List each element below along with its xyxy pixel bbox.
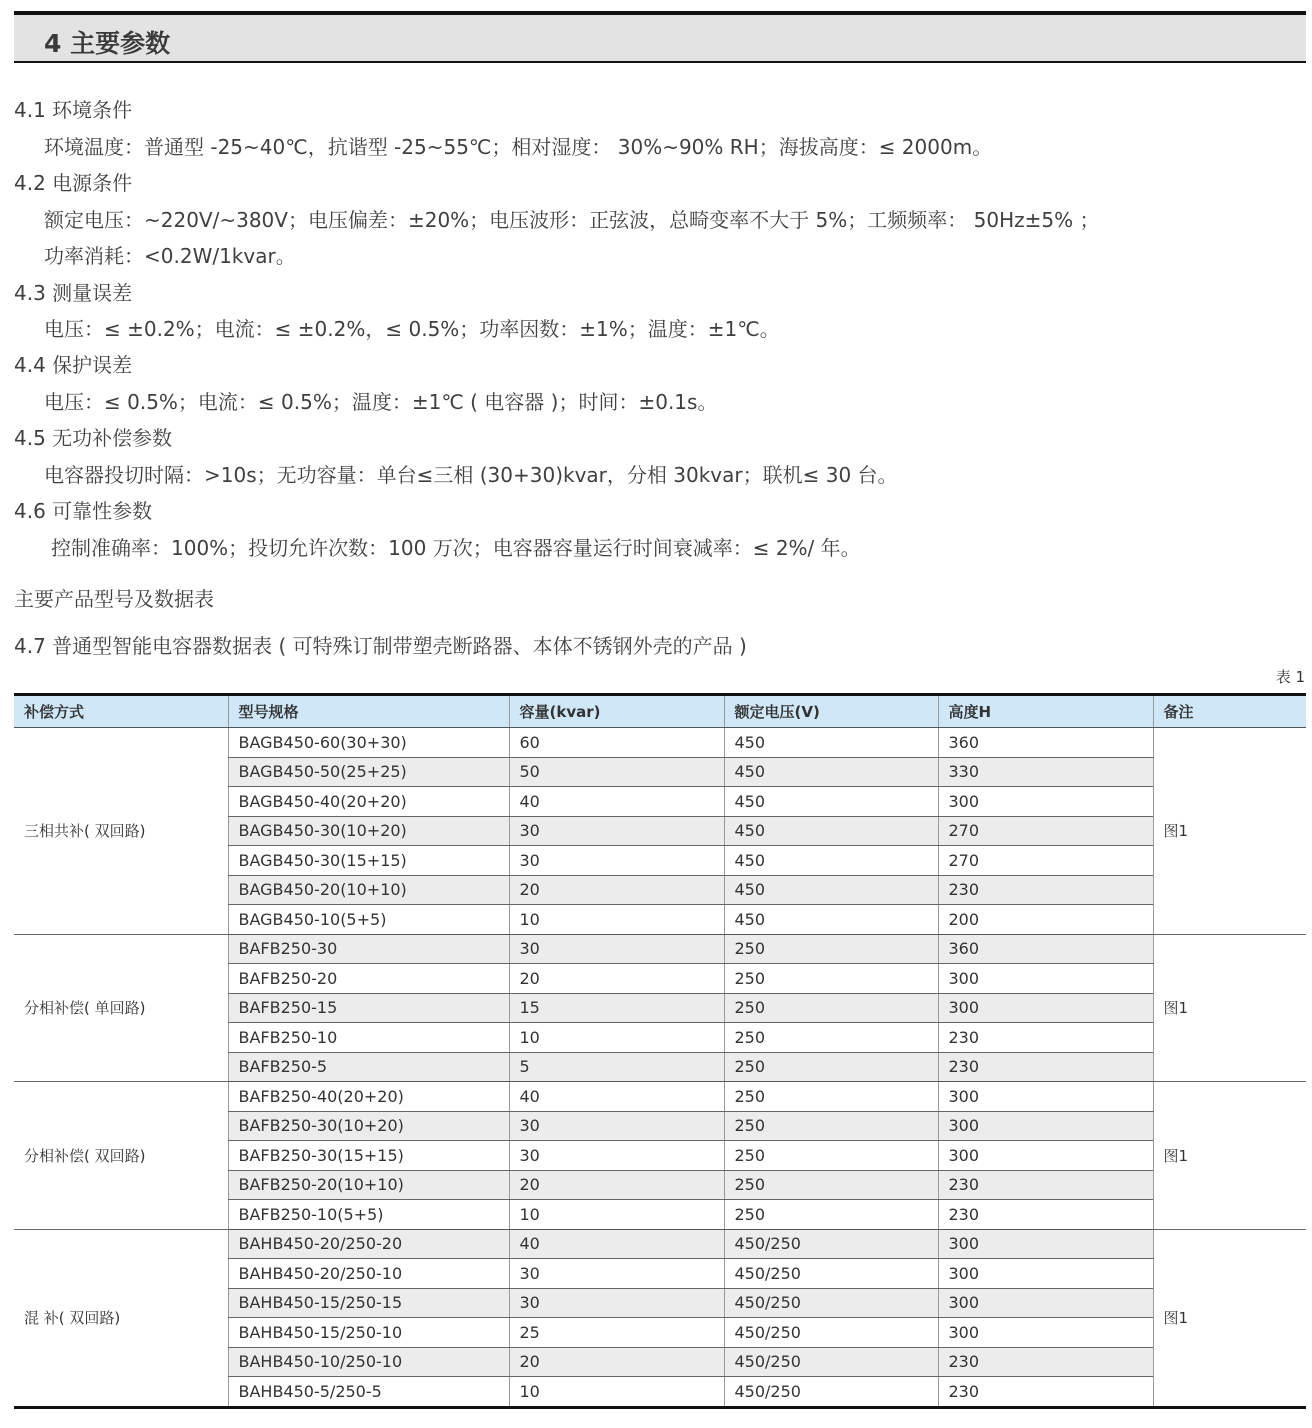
param-text: 环境温度：普通型 -25~40℃，抗谐型 -25~55℃；相对湿度： 30%~90% RH；海拔高度：≤ 2000m。 [44, 135, 993, 159]
remark-cell: 图1 [1153, 728, 1306, 935]
voltage-cell: 250 [724, 1200, 938, 1230]
voltage-cell: 250 [724, 1170, 938, 1200]
height-cell: 300 [938, 1111, 1153, 1141]
height-cell: 300 [938, 787, 1153, 817]
param-text: 额定电压：~220V/~380V；电压偏差：±20%；电压波形：正弦波，总畸变率不大于 5%；工频频率： 50Hz±5% ； [44, 208, 1100, 232]
capacity-cell: 30 [509, 846, 724, 876]
model-cell: BAGB450-60(30+30) [228, 728, 509, 758]
param-heading: 4.1 环境条件 [14, 98, 133, 122]
height-cell: 230 [938, 1023, 1153, 1053]
capacity-cell: 20 [509, 1170, 724, 1200]
param-text: 电容器投切时隔：>10s；无功容量：单台≤三相 (30+30)kvar，分相 30kvar；联机≤ 30 台。 [44, 463, 898, 487]
voltage-cell: 450/250 [724, 1259, 938, 1289]
param-text: 电压：≤ 0.5%；电流：≤ 0.5%；温度：±1℃ ( 电容器 )；时间：±0.1s。 [44, 390, 718, 414]
voltage-cell: 250 [724, 1023, 938, 1053]
voltage-cell: 450/250 [724, 1229, 938, 1259]
model-cell: BAGB450-30(15+15) [228, 846, 509, 876]
model-cell: BAFB250-30 [228, 934, 509, 964]
voltage-cell: 450/250 [724, 1318, 938, 1348]
model-cell: BAHB450-15/250-15 [228, 1288, 509, 1318]
model-cell: BAGB450-20(10+10) [228, 875, 509, 905]
capacity-cell: 30 [509, 1111, 724, 1141]
column-header: 高度H [938, 695, 1153, 728]
voltage-cell: 450 [724, 757, 938, 787]
capacity-cell: 30 [509, 1259, 724, 1289]
capacity-cell: 30 [509, 1141, 724, 1171]
compensation-type-cell: 分相补偿( 单回路) [14, 934, 228, 1082]
height-cell: 360 [938, 728, 1153, 758]
voltage-cell: 450 [724, 846, 938, 876]
height-cell: 300 [938, 1082, 1153, 1112]
column-header: 型号规格 [228, 695, 509, 728]
height-cell: 230 [938, 1347, 1153, 1377]
voltage-cell: 450 [724, 816, 938, 846]
param-text: 控制准确率：100%；投切允许次数：100 万次；电容器容量运行时间衰减率：≤ 2%/ 年。 [51, 536, 861, 560]
height-cell: 300 [938, 964, 1153, 994]
remark-cell: 图1 [1153, 1082, 1306, 1230]
model-cell: BAFB250-30(15+15) [228, 1141, 509, 1171]
model-cell: BAHB450-10/250-10 [228, 1347, 509, 1377]
voltage-cell: 450 [724, 875, 938, 905]
height-cell: 230 [938, 1200, 1153, 1230]
table-row [14, 1082, 1306, 1112]
voltage-cell: 250 [724, 1082, 938, 1112]
param-heading: 4.6 可靠性参数 [14, 499, 153, 523]
param-heading: 4.5 无功补偿参数 [14, 426, 173, 450]
compensation-type-cell: 分相补偿( 双回路) [14, 1082, 228, 1230]
capacity-cell: 10 [509, 1023, 724, 1053]
voltage-cell: 450 [724, 728, 938, 758]
voltage-cell: 250 [724, 1111, 938, 1141]
voltage-cell: 250 [724, 1052, 938, 1082]
model-cell: BAHB450-20/250-20 [228, 1229, 509, 1259]
param-text: 功率消耗：<0.2W/1kvar。 [44, 244, 296, 268]
height-cell: 300 [938, 1288, 1153, 1318]
height-cell: 300 [938, 1259, 1153, 1289]
product-data-table [14, 693, 1306, 1409]
param-heading: 4.2 电源条件 [14, 171, 133, 195]
height-cell: 270 [938, 846, 1153, 876]
height-cell: 300 [938, 1229, 1153, 1259]
model-cell: BAFB250-10 [228, 1023, 509, 1053]
capacity-cell: 20 [509, 1347, 724, 1377]
height-cell: 230 [938, 875, 1153, 905]
height-cell: 270 [938, 816, 1153, 846]
voltage-cell: 250 [724, 1141, 938, 1171]
table-row [14, 1229, 1306, 1259]
model-cell: BAHB450-15/250-10 [228, 1318, 509, 1348]
height-cell: 300 [938, 993, 1153, 1023]
capacity-cell: 25 [509, 1318, 724, 1348]
height-cell: 300 [938, 1141, 1153, 1171]
compensation-type-cell: 混 补( 双回路) [14, 1229, 228, 1407]
voltage-cell: 250 [724, 934, 938, 964]
model-cell: BAGB450-50(25+25) [228, 757, 509, 787]
model-cell: BAFB250-10(5+5) [228, 1200, 509, 1230]
capacity-cell: 10 [509, 1377, 724, 1408]
products-heading: 主要产品型号及数据表 [14, 587, 214, 611]
capacity-cell: 40 [509, 1082, 724, 1112]
capacity-cell: 10 [509, 905, 724, 935]
model-cell: BAFB250-40(20+20) [228, 1082, 509, 1112]
height-cell: 200 [938, 905, 1153, 935]
capacity-cell: 10 [509, 1200, 724, 1230]
model-cell: BAFB250-5 [228, 1052, 509, 1082]
model-cell: BAGB450-10(5+5) [228, 905, 509, 935]
voltage-cell: 450 [724, 787, 938, 817]
voltage-cell: 250 [724, 993, 938, 1023]
table-heading: 4.7 普通型智能电容器数据表 ( 可特殊订制带塑壳断路器、本体不锈钢外壳的产品 ) [14, 634, 747, 658]
model-cell: BAFB250-20 [228, 964, 509, 994]
voltage-cell: 250 [724, 964, 938, 994]
remark-cell: 图1 [1153, 934, 1306, 1082]
capacity-cell: 5 [509, 1052, 724, 1082]
table-label: 表 1 [1275, 668, 1305, 686]
model-cell: BAHB450-5/250-5 [228, 1377, 509, 1408]
capacity-cell: 50 [509, 757, 724, 787]
model-cell: BAFB250-15 [228, 993, 509, 1023]
capacity-cell: 60 [509, 728, 724, 758]
model-cell: BAGB450-30(10+20) [228, 816, 509, 846]
section-title: 4 主要参数 [44, 29, 171, 58]
column-header: 容量(kvar) [509, 695, 724, 728]
model-cell: BAHB450-20/250-10 [228, 1259, 509, 1289]
capacity-cell: 30 [509, 934, 724, 964]
height-cell: 230 [938, 1052, 1153, 1082]
section-header [14, 11, 1306, 63]
param-heading: 4.4 保护误差 [14, 353, 133, 377]
remark-cell: 图1 [1153, 1229, 1306, 1407]
column-header: 补偿方式 [14, 695, 228, 728]
model-cell: BAFB250-20(10+10) [228, 1170, 509, 1200]
capacity-cell: 20 [509, 964, 724, 994]
height-cell: 300 [938, 1318, 1153, 1348]
table-row [14, 934, 1306, 964]
param-text: 电压：≤ ±0.2%；电流：≤ ±0.2%，≤ 0.5%；功率因数：±1%；温度：±1℃。 [44, 317, 780, 341]
table-header-row [14, 695, 1306, 728]
capacity-cell: 30 [509, 1288, 724, 1318]
capacity-cell: 20 [509, 875, 724, 905]
height-cell: 360 [938, 934, 1153, 964]
capacity-cell: 40 [509, 787, 724, 817]
compensation-type-cell: 三相共补( 双回路) [14, 728, 228, 935]
model-cell: BAFB250-30(10+20) [228, 1111, 509, 1141]
height-cell: 230 [938, 1170, 1153, 1200]
height-cell: 230 [938, 1377, 1153, 1408]
param-heading: 4.3 测量误差 [14, 281, 133, 305]
capacity-cell: 40 [509, 1229, 724, 1259]
model-cell: BAGB450-40(20+20) [228, 787, 509, 817]
voltage-cell: 450/250 [724, 1377, 938, 1408]
column-header: 额定电压(V) [724, 695, 938, 728]
table-row [14, 728, 1306, 758]
column-header: 备注 [1153, 695, 1306, 728]
capacity-cell: 15 [509, 993, 724, 1023]
voltage-cell: 450 [724, 905, 938, 935]
capacity-cell: 30 [509, 816, 724, 846]
height-cell: 330 [938, 757, 1153, 787]
voltage-cell: 450/250 [724, 1347, 938, 1377]
voltage-cell: 450/250 [724, 1288, 938, 1318]
